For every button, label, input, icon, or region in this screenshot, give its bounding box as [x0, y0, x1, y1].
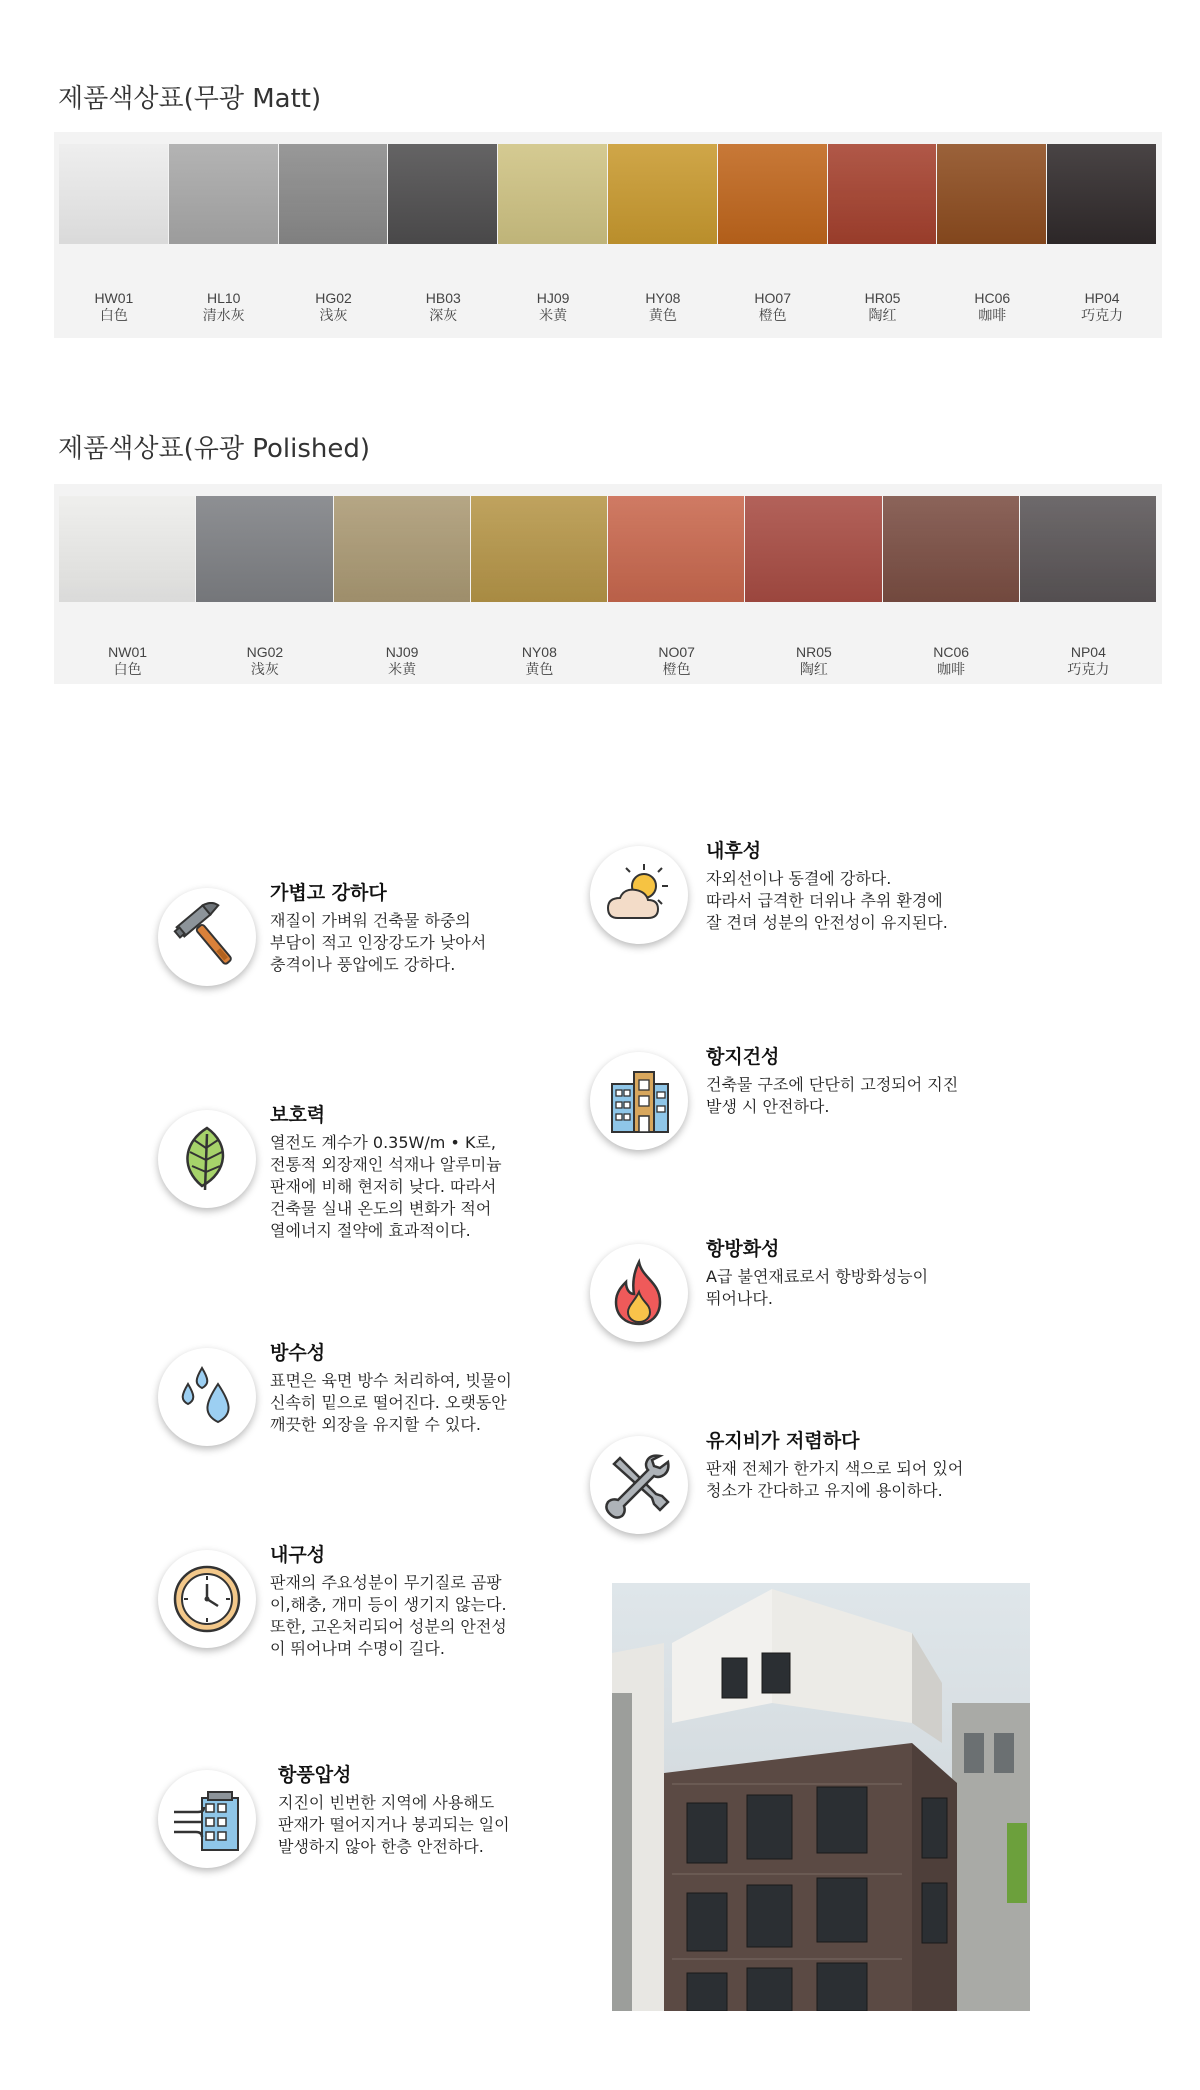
polished-swatch-nj09 — [334, 496, 470, 602]
swatch-code: HR05 — [864, 290, 901, 306]
swatch-color-name: 米黄 — [539, 307, 568, 323]
swatch-color-name: 橙色 — [662, 661, 691, 677]
swatch-code: HY08 — [645, 290, 681, 306]
clock-icon — [158, 1550, 256, 1648]
matt-swatch-label — [388, 290, 498, 324]
polished-swatch-label — [608, 644, 745, 678]
hammer-icon — [158, 888, 256, 986]
swatch-code: NC06 — [933, 644, 970, 660]
swatch-code: NO07 — [658, 644, 695, 660]
swatch-code: HB03 — [425, 290, 461, 306]
swatch-color-name: 咖啡 — [937, 661, 966, 677]
polished-swatch-nr05 — [745, 496, 881, 602]
swatch-code: HO07 — [754, 290, 791, 306]
swatch-color-name: 白色 — [113, 661, 142, 677]
wrench-screwdriver-icon — [590, 1436, 688, 1534]
swatch-color-name: 橙色 — [758, 307, 787, 323]
feature-description: 지진이 빈번한 지역에 사용해도 판재가 떨어지거나 붕괴되는 일이 발생하지 않아 한층 안전하다. — [278, 1793, 510, 1856]
matt-swatch-panel — [54, 132, 1162, 338]
matt-swatch-label — [169, 290, 279, 324]
swatch-color-name: 黄色 — [648, 307, 677, 323]
swatch-color-name: 白色 — [99, 307, 128, 323]
feature-description: 판재 전체가 한가지 색으로 되어 있어 청소가 간다하고 유지에 용이하다. — [706, 1459, 964, 1500]
swatch-code: NG02 — [246, 644, 284, 660]
swatch-code: NJ09 — [385, 644, 419, 660]
feature-description: 표면은 육면 방수 처리하여, 빗물이 신속히 밑으로 떨어진다. 오랫동안 깨끗한 외장을 유지할 수 있다. — [270, 1371, 512, 1434]
matt-swatch-hy08 — [608, 144, 717, 244]
swatch-code: HP04 — [1084, 290, 1120, 306]
swatch-code: NP04 — [1070, 644, 1106, 660]
swatch-color-name: 米黄 — [388, 661, 417, 677]
swatch-color-name: 浅灰 — [319, 307, 348, 323]
feature-description: 판재의 주요성분이 무기질로 곰팡 이,해충, 개미 등이 생기지 않는다. 또한, 고온처리되어 성분의 안전성 이 뛰어나며 수명이 길다. — [270, 1573, 507, 1658]
matt-swatch-hb03 — [388, 144, 497, 244]
matt-swatch-label — [279, 290, 389, 324]
swatch-color-name: 巧克力 — [1067, 661, 1110, 677]
building-photo — [612, 1583, 1030, 2011]
matt-swatch-ho07 — [718, 144, 827, 244]
matt-swatch-hj09 — [498, 144, 607, 244]
polished-color-chart-title: 제품색상표(유광 Polished) — [58, 434, 370, 464]
feature-title: 항방화성 — [706, 1238, 780, 1260]
polished-swatch-nc06 — [883, 496, 1019, 602]
matt-swatch-label — [608, 290, 718, 324]
matt-swatch-label — [937, 290, 1047, 324]
swatch-color-name: 清水灰 — [202, 307, 245, 323]
swatch-code: HJ09 — [536, 290, 570, 306]
matt-swatch-hl10 — [169, 144, 278, 244]
feature-title: 내구성 — [270, 1544, 326, 1566]
polished-swatch-ng02 — [196, 496, 332, 602]
feature-title: 보호력 — [270, 1104, 326, 1126]
feature-description: 자외선이나 동결에 강하다. 따라서 급격한 더위나 추위 환경에 잘 견뎌 성분의 안전성이 유지된다. — [706, 869, 948, 932]
sun-cloud-icon — [590, 846, 688, 944]
wind-building-icon — [158, 1770, 256, 1868]
feature-title: 내후성 — [706, 840, 762, 862]
matt-swatch-label — [498, 290, 608, 324]
matt-swatch-hg02 — [279, 144, 388, 244]
feature-description: A급 불연재료로서 항방화성능이 뛰어나다. — [706, 1267, 929, 1308]
swatch-code: NW01 — [108, 644, 148, 660]
feature-description: 열전도 계수가 0.35W/m • K로, 전통적 외장재인 석재나 알루미늄 판재에 비해 현저히 낮다. 따라서 건축물 실내 온도의 변화가 적어 열에너지 절약에 효과적이다. — [270, 1133, 502, 1240]
feature-title: 항풍압성 — [278, 1764, 352, 1786]
swatch-code: HL10 — [206, 290, 241, 306]
feature-title: 가볍고 강하다 — [270, 882, 387, 904]
feature-description: 건축물 구조에 단단히 고정되어 지진 발생 시 안전하다. — [706, 1075, 959, 1116]
leaf-icon — [158, 1110, 256, 1208]
polished-swatch-nw01 — [59, 496, 195, 602]
swatch-code: HW01 — [94, 290, 134, 306]
polished-swatch-label — [745, 644, 882, 678]
building-icon — [590, 1052, 688, 1150]
polished-swatch-label — [334, 644, 471, 678]
matt-swatch-label — [59, 290, 169, 324]
matt-swatch-hp04 — [1047, 144, 1156, 244]
polished-swatch-label — [883, 644, 1020, 678]
swatch-color-name: 浅灰 — [250, 661, 279, 677]
swatch-code: NY08 — [521, 644, 557, 660]
fire-icon — [590, 1244, 688, 1342]
swatch-code: HG02 — [315, 290, 352, 306]
swatch-color-name: 深灰 — [429, 307, 458, 323]
matt-color-chart-title: 제품색상표(무광 Matt) — [58, 84, 322, 114]
water-drops-icon — [158, 1348, 256, 1446]
matt-swatch-hc06 — [937, 144, 1046, 244]
feature-title: 방수성 — [270, 1342, 326, 1364]
polished-swatch-ny08 — [471, 496, 607, 602]
swatch-color-name: 巧克力 — [1081, 307, 1124, 323]
polished-swatch-label — [471, 644, 608, 678]
feature-description: 재질이 가벼워 건축물 하중의 부담이 적고 인장강도가 낮아서 충격이나 풍압에도 강하다. — [270, 911, 487, 974]
matt-swatch-hw01 — [59, 144, 168, 244]
polished-swatch-panel — [54, 484, 1162, 684]
polished-swatch-no07 — [608, 496, 744, 602]
swatch-color-name: 黄色 — [525, 661, 554, 677]
swatch-color-name: 咖啡 — [978, 307, 1007, 323]
swatch-code: HC06 — [974, 290, 1011, 306]
polished-swatch-np04 — [1020, 496, 1156, 602]
matt-swatch-hr05 — [828, 144, 937, 244]
swatch-color-name: 陶红 — [868, 307, 897, 323]
polished-swatch-label — [59, 644, 196, 678]
matt-swatch-label — [828, 290, 938, 324]
feature-title: 유지비가 저렴하다 — [706, 1430, 860, 1452]
matt-swatch-label — [718, 290, 828, 324]
swatch-color-name: 陶红 — [799, 661, 828, 677]
polished-swatch-label — [196, 644, 333, 678]
swatch-code: NR05 — [795, 644, 832, 660]
polished-swatch-label — [1020, 644, 1157, 678]
matt-swatch-label — [1047, 290, 1157, 324]
feature-title: 항지건성 — [706, 1046, 780, 1068]
